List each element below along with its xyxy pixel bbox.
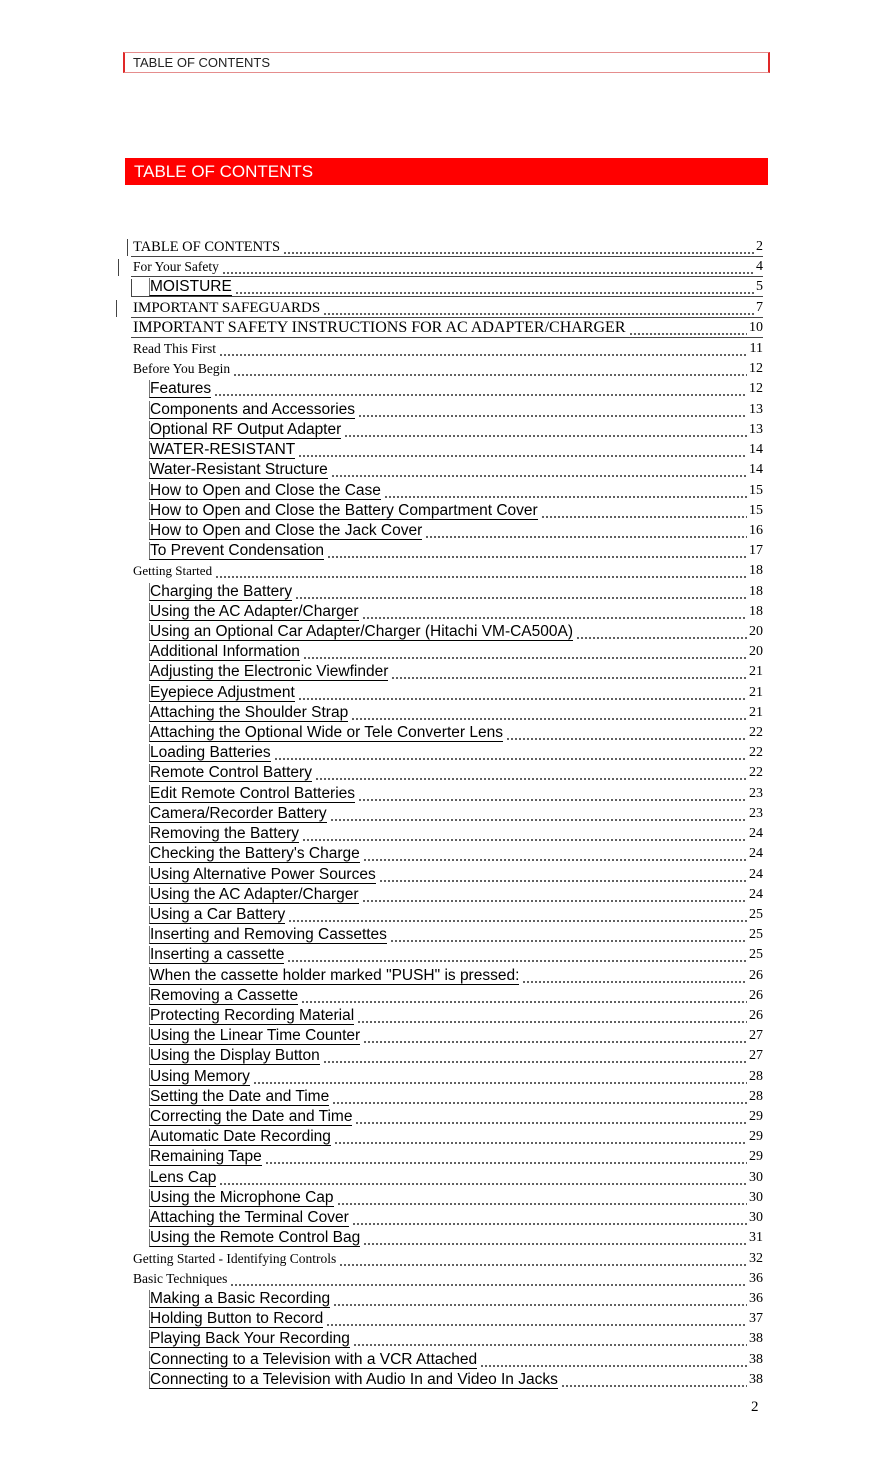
toc-subentry[interactable] bbox=[131, 783, 763, 803]
toc-subentry-title: Remote Control Battery bbox=[150, 764, 312, 782]
leader-dots bbox=[358, 785, 747, 803]
toc-subentry[interactable] bbox=[131, 924, 763, 944]
toc-entry[interactable] bbox=[131, 1248, 763, 1268]
toc-entry-title: Before You Begin bbox=[133, 361, 231, 377]
leader-dots bbox=[363, 1027, 747, 1045]
section-banner bbox=[125, 158, 768, 185]
toc-subentry-title: When the cassette holder marked "PUSH" is pressed: bbox=[150, 966, 520, 984]
toc-subentry-page-number: 5 bbox=[756, 279, 763, 295]
leader-dots bbox=[235, 278, 754, 296]
toc-subentry[interactable] bbox=[131, 581, 763, 601]
leader-dots bbox=[301, 987, 747, 1005]
toc-subentry[interactable] bbox=[131, 1369, 763, 1389]
toc-subentry[interactable] bbox=[131, 621, 763, 641]
toc-subentry-page-number: 21 bbox=[749, 664, 763, 680]
leader-dots bbox=[330, 805, 747, 823]
toc-subentry-title: How to Open and Close the Jack Cover bbox=[150, 521, 423, 539]
toc-subentry[interactable] bbox=[131, 1045, 763, 1065]
toc-subentry[interactable] bbox=[131, 823, 763, 843]
leader-dots bbox=[352, 1209, 747, 1227]
toc-subentry-page-number: 30 bbox=[749, 1169, 763, 1185]
table-of-contents bbox=[131, 237, 763, 1397]
toc-entry[interactable] bbox=[131, 257, 763, 277]
toc-subentry-page-number: 18 bbox=[749, 603, 763, 619]
toc-subentry-title: Using the Remote Control Bag bbox=[150, 1229, 361, 1247]
leader-dots bbox=[315, 764, 747, 782]
toc-subentry-title: Using Memory bbox=[150, 1067, 250, 1085]
toc-subentry-title: Attaching the Shoulder Strap bbox=[150, 703, 349, 721]
toc-subentry-page-number: 22 bbox=[749, 745, 763, 761]
toc-subentry[interactable] bbox=[131, 803, 763, 823]
leader-dots bbox=[326, 1310, 747, 1328]
leader-dots bbox=[391, 663, 747, 681]
toc-subentry[interactable] bbox=[131, 965, 763, 985]
toc-subentry-title: Using the Linear Time Counter bbox=[150, 1027, 361, 1045]
toc-subentry-page-number: 28 bbox=[749, 1088, 763, 1104]
toc-entry[interactable] bbox=[131, 1268, 763, 1288]
toc-entry[interactable] bbox=[131, 338, 763, 358]
toc-subentry-title: Automatic Date Recording bbox=[150, 1128, 331, 1146]
leader-dots bbox=[332, 1088, 747, 1106]
leader-dots bbox=[362, 603, 747, 621]
toc-subentry-page-number: 23 bbox=[749, 805, 763, 821]
toc-subentry-title: Setting the Date and Time bbox=[150, 1087, 330, 1105]
leader-dots bbox=[215, 562, 747, 580]
toc-subentry[interactable] bbox=[131, 439, 763, 459]
toc-subentry[interactable] bbox=[131, 1308, 763, 1328]
toc-subentry-title: Camera/Recorder Battery bbox=[150, 804, 327, 822]
leader-dots bbox=[384, 482, 747, 500]
banner-title: TABLE OF CONTENTS bbox=[134, 162, 314, 181]
leader-dots bbox=[390, 926, 747, 944]
leader-dots bbox=[298, 684, 747, 702]
toc-subentry-title: Playing Back Your Recording bbox=[150, 1330, 350, 1348]
toc-entry[interactable] bbox=[131, 237, 763, 257]
toc-subentry[interactable] bbox=[131, 742, 763, 762]
toc-subentry-page-number: 25 bbox=[749, 927, 763, 943]
leader-dots bbox=[265, 1148, 747, 1166]
toc-subentry[interactable] bbox=[131, 1227, 763, 1247]
toc-subentry[interactable] bbox=[131, 480, 763, 500]
toc-subentry-page-number: 12 bbox=[749, 381, 763, 397]
toc-subentry[interactable] bbox=[131, 904, 763, 924]
toc-subentry[interactable] bbox=[131, 661, 763, 681]
leader-dots bbox=[333, 1290, 747, 1308]
toc-subentry-title: Using an Optional Car Adapter/Charger (Hitachi VM-CA500A) bbox=[150, 622, 573, 640]
toc-subentry-title: Holding Button to Record bbox=[150, 1310, 324, 1328]
toc-subentry-title: Eyepiece Adjustment bbox=[150, 683, 295, 701]
toc-subentry[interactable] bbox=[131, 500, 763, 520]
toc-subentry-title: Edit Remote Control Batteries bbox=[150, 784, 356, 802]
toc-subentry-title: Checking the Battery's Charge bbox=[150, 845, 360, 863]
leader-dots bbox=[287, 946, 747, 964]
leader-dots bbox=[339, 1250, 747, 1268]
toc-subentry-page-number: 18 bbox=[749, 583, 763, 599]
toc-subentry[interactable] bbox=[131, 682, 763, 702]
toc-subentry-page-number: 26 bbox=[749, 967, 763, 983]
leader-dots bbox=[344, 421, 747, 439]
toc-subentry-page-number: 29 bbox=[749, 1149, 763, 1165]
toc-subentry-title: Using the Microphone Cap bbox=[150, 1188, 334, 1206]
leader-dots bbox=[337, 1189, 747, 1207]
toc-subentry-title: Features bbox=[150, 380, 212, 398]
leader-dots bbox=[362, 886, 747, 904]
toc-subentry[interactable] bbox=[131, 1126, 763, 1146]
toc-subentry-title: Loading Batteries bbox=[150, 744, 271, 762]
leader-dots bbox=[629, 319, 748, 337]
page-number: 2 bbox=[751, 1399, 759, 1415]
toc-subentry-title: Lens Cap bbox=[150, 1168, 217, 1186]
toc-subentry-page-number: 24 bbox=[749, 886, 763, 902]
link-box-edge bbox=[118, 259, 119, 276]
toc-entry-page-number: 2 bbox=[756, 239, 763, 254]
leader-dots bbox=[363, 845, 747, 863]
toc-entry-page-number: 4 bbox=[756, 259, 763, 275]
toc-subentry-title: Components and Accessories bbox=[150, 400, 356, 418]
toc-subentry-page-number: 15 bbox=[749, 482, 763, 498]
toc-subentry-page-number: 38 bbox=[749, 1331, 763, 1347]
toc-subentry-page-number: 23 bbox=[749, 785, 763, 801]
toc-subentry-page-number: 25 bbox=[749, 947, 763, 963]
toc-subentry-title: Connecting to a Television with a VCR Attached bbox=[150, 1350, 478, 1368]
toc-entry-title: For Your Safety bbox=[133, 259, 219, 275]
toc-subentry-title: How to Open and Close the Battery Compartment Cover bbox=[150, 501, 538, 519]
leader-dots bbox=[219, 340, 748, 358]
toc-subentry-title: Making a Basic Recording bbox=[150, 1289, 331, 1307]
leader-dots bbox=[303, 643, 747, 661]
toc-subentry-title: Using Alternative Power Sources bbox=[150, 865, 376, 883]
leader-dots bbox=[230, 1270, 747, 1288]
toc-subentry-title: Correcting the Date and Time bbox=[150, 1108, 353, 1126]
toc-subentry-title: Optional RF Output Adapter bbox=[150, 420, 342, 438]
toc-subentry[interactable] bbox=[131, 1066, 763, 1086]
toc-entry-title: Getting Started bbox=[133, 563, 213, 579]
leader-dots bbox=[283, 238, 754, 256]
toc-subentry[interactable] bbox=[131, 1146, 763, 1166]
toc-subentry-title: Using the AC Adapter/Charger bbox=[150, 885, 359, 903]
toc-subentry[interactable] bbox=[131, 520, 763, 540]
link-box-edge bbox=[127, 239, 128, 256]
toc-subentry-page-number: 17 bbox=[749, 543, 763, 559]
running-header-title: TABLE OF CONTENTS bbox=[133, 55, 270, 70]
toc-subentry-title: WATER-RESISTANT bbox=[150, 441, 296, 459]
toc-subentry-page-number: 13 bbox=[749, 421, 763, 437]
toc-subentry[interactable] bbox=[131, 277, 763, 297]
toc-subentry[interactable] bbox=[131, 762, 763, 782]
toc-subentry-page-number: 27 bbox=[749, 1048, 763, 1064]
toc-entry-page-number: 7 bbox=[756, 299, 763, 315]
toc-subentry-title: To Prevent Condensation bbox=[150, 542, 325, 560]
toc-subentry-title: Using the AC Adapter/Charger bbox=[150, 602, 359, 620]
toc-subentry-title: Connecting to a Television with Audio In and Video In Jacks bbox=[150, 1370, 558, 1388]
toc-subentry-page-number: 24 bbox=[749, 826, 763, 842]
leader-dots bbox=[363, 1229, 747, 1247]
toc-subentry-page-number: 24 bbox=[749, 866, 763, 882]
toc-subentry-title: Water-Resistant Structure bbox=[150, 461, 328, 479]
toc-subentry-page-number: 20 bbox=[749, 623, 763, 639]
leader-dots bbox=[219, 1169, 747, 1187]
leader-dots bbox=[298, 441, 747, 459]
leader-dots bbox=[425, 522, 747, 540]
toc-subentry-page-number: 26 bbox=[749, 1007, 763, 1023]
toc-subentry[interactable] bbox=[131, 1187, 763, 1207]
toc-subentry-page-number: 26 bbox=[749, 987, 763, 1003]
toc-subentry[interactable] bbox=[131, 378, 763, 398]
toc-subentry[interactable] bbox=[131, 1167, 763, 1187]
toc-entry-page-number: 18 bbox=[749, 563, 763, 579]
toc-subentry-title: How to Open and Close the Case bbox=[150, 481, 381, 499]
toc-entry-title: Read This First bbox=[133, 341, 217, 357]
toc-subentry-title: Inserting and Removing Cassettes bbox=[150, 926, 387, 944]
toc-subentry[interactable] bbox=[131, 985, 763, 1005]
toc-subentry[interactable] bbox=[131, 540, 763, 560]
toc-subentry-page-number: 13 bbox=[749, 401, 763, 417]
running-header bbox=[123, 52, 770, 73]
toc-subentry[interactable] bbox=[131, 601, 763, 621]
toc-subentry[interactable] bbox=[131, 1025, 763, 1045]
leader-dots bbox=[214, 380, 747, 398]
toc-subentry[interactable] bbox=[131, 459, 763, 479]
toc-entry-page-number: 12 bbox=[749, 361, 763, 377]
toc-subentry[interactable] bbox=[131, 884, 763, 904]
toc-entry-page-number: 32 bbox=[749, 1250, 763, 1266]
toc-subentry-title: Adjusting the Electronic Viewfinder bbox=[150, 663, 389, 681]
toc-subentry-title: Charging the Battery bbox=[150, 582, 293, 600]
toc-subentry-title: Protecting Recording Material bbox=[150, 1006, 355, 1024]
leader-dots bbox=[576, 623, 747, 641]
toc-subentry-title: Using a Car Battery bbox=[150, 905, 286, 923]
toc-subentry-page-number: 14 bbox=[749, 442, 763, 458]
leader-dots bbox=[358, 401, 747, 419]
toc-subentry-title: Remaining Tape bbox=[150, 1148, 262, 1166]
toc-subentry-page-number: 31 bbox=[749, 1230, 763, 1246]
toc-subentry-title: Attaching the Optional Wide or Tele Converter Lens bbox=[150, 724, 503, 742]
toc-subentry-page-number: 28 bbox=[749, 1068, 763, 1084]
leader-dots bbox=[222, 258, 754, 276]
toc-subentry-title: Removing a Cassette bbox=[150, 986, 299, 1004]
leader-dots bbox=[323, 1047, 747, 1065]
toc-subentry-page-number: 14 bbox=[749, 462, 763, 478]
toc-subentry-page-number: 38 bbox=[749, 1351, 763, 1367]
leader-dots bbox=[357, 1007, 747, 1025]
toc-subentry[interactable] bbox=[131, 1328, 763, 1348]
toc-subentry[interactable] bbox=[131, 702, 763, 722]
leader-dots bbox=[327, 542, 747, 560]
toc-subentry-page-number: 30 bbox=[749, 1210, 763, 1226]
toc-subentry-page-number: 36 bbox=[749, 1290, 763, 1306]
toc-subentry[interactable] bbox=[131, 1086, 763, 1106]
leader-dots bbox=[541, 502, 747, 520]
toc-subentry-page-number: 22 bbox=[749, 765, 763, 781]
toc-entry-title: Getting Started - Identifying Controls bbox=[133, 1250, 337, 1266]
toc-subentry[interactable] bbox=[131, 1207, 763, 1227]
toc-entry[interactable] bbox=[131, 560, 763, 580]
leader-dots bbox=[561, 1371, 747, 1389]
toc-subentry[interactable] bbox=[131, 944, 763, 964]
toc-subentry[interactable] bbox=[131, 843, 763, 863]
leader-dots bbox=[522, 967, 747, 985]
toc-entry-title: IMPORTANT SAFETY INSTRUCTIONS FOR AC ADAPTER/CHARGER bbox=[133, 318, 626, 336]
leader-dots bbox=[331, 461, 747, 479]
leader-dots bbox=[480, 1351, 747, 1369]
toc-subentry-page-number: 29 bbox=[749, 1129, 763, 1145]
leader-dots bbox=[302, 825, 747, 843]
leader-dots bbox=[323, 299, 754, 317]
toc-entry[interactable] bbox=[131, 298, 763, 318]
toc-subentry-page-number: 16 bbox=[749, 522, 763, 538]
link-box-edge bbox=[116, 300, 117, 317]
leader-dots bbox=[233, 360, 747, 378]
toc-subentry-page-number: 21 bbox=[749, 684, 763, 700]
leader-dots bbox=[351, 704, 747, 722]
toc-subentry[interactable] bbox=[131, 399, 763, 419]
toc-subentry-title: Additional Information bbox=[150, 643, 300, 661]
leader-dots bbox=[353, 1330, 747, 1348]
link-box-edge bbox=[131, 279, 132, 296]
toc-subentry-title: Removing the Battery bbox=[150, 825, 300, 843]
toc-entry-title: IMPORTANT SAFEGUARDS bbox=[133, 299, 321, 316]
toc-subentry-page-number: 15 bbox=[749, 502, 763, 518]
toc-entry[interactable] bbox=[131, 318, 763, 338]
toc-entry-title: Basic Techniques bbox=[133, 1270, 228, 1286]
leader-dots bbox=[379, 866, 747, 884]
toc-subentry[interactable] bbox=[131, 1005, 763, 1025]
toc-subentry[interactable] bbox=[131, 1106, 763, 1126]
toc-subentry-page-number: 29 bbox=[749, 1109, 763, 1125]
toc-subentry-page-number: 21 bbox=[749, 704, 763, 720]
toc-subentry-page-number: 20 bbox=[749, 644, 763, 660]
toc-subentry-page-number: 22 bbox=[749, 725, 763, 741]
leader-dots bbox=[334, 1128, 747, 1146]
toc-subentry[interactable] bbox=[131, 419, 763, 439]
toc-subentry-page-number: 30 bbox=[749, 1189, 763, 1205]
leader-dots bbox=[506, 724, 747, 742]
toc-subentry-title: Inserting a cassette bbox=[150, 946, 285, 964]
toc-subentry[interactable] bbox=[131, 641, 763, 661]
toc-entry-page-number: 11 bbox=[749, 341, 763, 357]
toc-entry-page-number: 36 bbox=[749, 1270, 763, 1286]
toc-entry[interactable] bbox=[131, 358, 763, 378]
toc-entry-page-number: 10 bbox=[749, 319, 763, 335]
leader-dots bbox=[295, 583, 747, 601]
toc-subentry-page-number: 38 bbox=[749, 1371, 763, 1387]
toc-subentry-page-number: 25 bbox=[749, 906, 763, 922]
toc-subentry-title: MOISTURE bbox=[150, 278, 232, 296]
toc-subentry-title: Attaching the Terminal Cover bbox=[150, 1209, 349, 1227]
leader-dots bbox=[288, 906, 747, 924]
toc-subentry[interactable] bbox=[131, 1349, 763, 1369]
toc-subentry-page-number: 37 bbox=[749, 1311, 763, 1327]
toc-subentry[interactable] bbox=[131, 1288, 763, 1308]
toc-subentry-page-number: 27 bbox=[749, 1028, 763, 1044]
toc-subentry[interactable] bbox=[131, 722, 763, 742]
toc-subentry-title: Using the Display Button bbox=[150, 1047, 320, 1065]
leader-dots bbox=[274, 744, 747, 762]
toc-subentry-page-number: 24 bbox=[749, 846, 763, 862]
toc-entry-title: TABLE OF CONTENTS bbox=[133, 239, 281, 255]
toc-subentry[interactable] bbox=[131, 864, 763, 884]
leader-dots bbox=[253, 1068, 747, 1086]
leader-dots bbox=[355, 1108, 747, 1126]
